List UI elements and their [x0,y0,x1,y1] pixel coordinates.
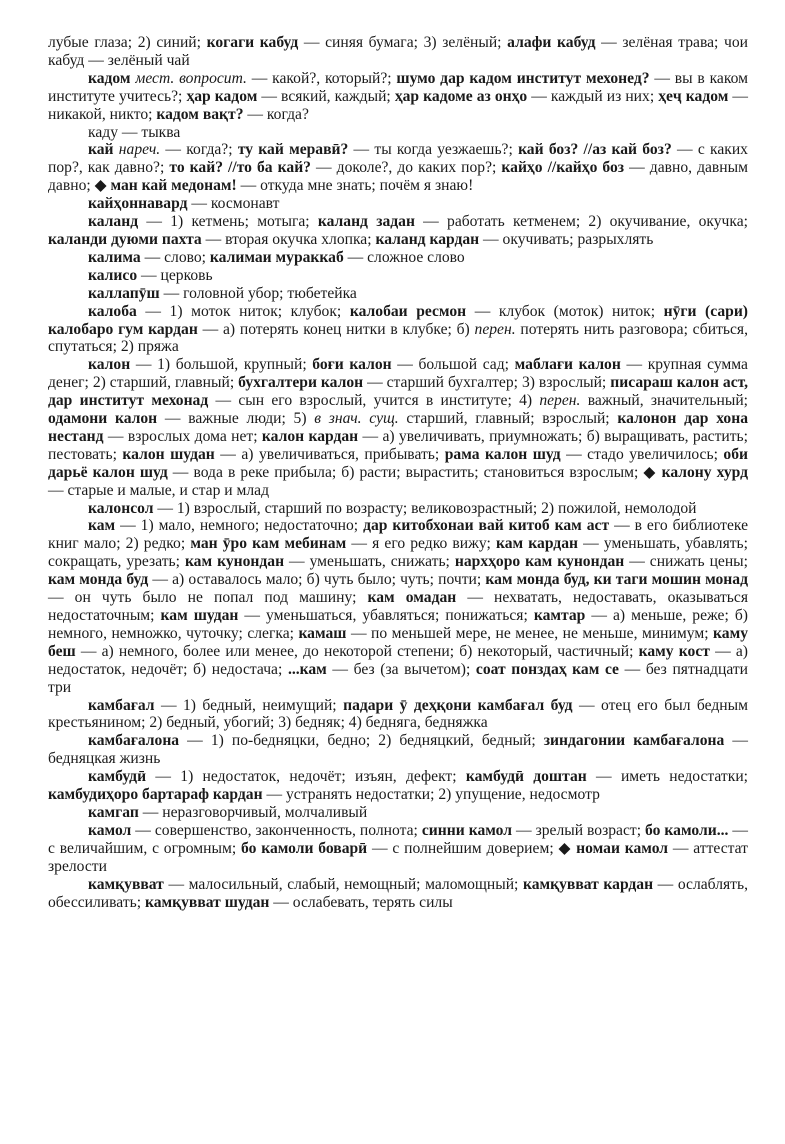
definition-text: — совершенство, законченность, полнота; [131,821,422,839]
definition-text: — а) оставалось мало; б) чуть было; чуть; почти; [148,571,486,589]
definition-text: — крупная сумма денег; 2) старший, главный; [48,356,748,392]
headword-text: камбудӣ доштан [465,768,587,786]
headword-text: синни камол [421,821,512,839]
headword-text: кадом [88,69,131,87]
definition-text: — ты когда уезжаешь?; [348,141,519,159]
dictionary-entry [48,70,748,124]
headword-text: кай [88,141,114,159]
dictionary-entry [48,285,748,303]
headword-text: кам кунондан [184,553,285,571]
headword-text: калоба [88,302,137,320]
headword-text: калобаи ресмон [349,302,467,320]
headword-text: одамони калон [48,410,158,428]
definition-text: — когда?; [160,141,238,159]
headword-text: каланд кардан [375,230,480,248]
definition-text: — ослаблять, обессиливать; [48,875,748,911]
definition-text: — по меньшей мере, не менее, не меньше, минимум; [346,624,714,642]
headword-text: ҳар кадом [186,87,258,105]
headword-text: дар китобхонаи вай китоб кам аст [363,517,610,535]
definition-text: — уменьшать, снижать; [284,553,455,571]
headword-text: каланд задан [317,213,415,231]
headword-text: зиндагонии камбағалона [543,732,725,750]
definition-text: — отец его был бедным крестьянином; 2) бедный, убогий; 3) бедняк; 4) бедняга, бедняжка [48,696,748,732]
definition-text: — аттестат зрелости [48,839,748,875]
headword-text: ...кам [287,660,327,678]
definition-text: — работать кетменем; 2) окучивание, окучка; [414,213,748,231]
headword-text: камаш [298,624,347,642]
definition-text: — вы в каком институте учитесь?; [48,69,748,105]
dictionary-entry [48,34,748,70]
definition-text: — вторая окучка хлопка; [201,230,376,248]
definition-text: — слово; [140,248,210,266]
headword-text: калонсол [88,499,154,517]
headword-text: кам омадан [367,589,457,607]
definition-text: — 1) большой, крупный; [130,356,313,374]
definition-text: важный, значительный; [580,392,748,410]
definition-text: — а) меньше, реже; б) немного, немножко, чуточку; слегка; [48,607,748,642]
headword-text: камқувват шудан [144,893,270,911]
definition-text: — без (за вычетом); [326,660,476,678]
headword-text: кам монда буд, ки таги мошин монад [485,571,748,589]
definition-text: — откуда мне знать; почём я знаю! [236,177,474,195]
headword-text: камбудиҳоро бартараф кардан [48,786,263,804]
dictionary-entry [48,697,748,733]
definition-text: — без пятнадцати три [48,660,749,696]
dictionary-entry [48,876,748,912]
dictionary-entry [48,195,748,213]
headword-text: кайҳо //кайҳо боз [501,159,625,177]
headword-text: нӯги (сари) калобаро гум кардан [48,302,749,338]
grammar-note: перен. [539,392,581,410]
definition-text: — всякий, каждый; [257,87,395,105]
definition-text: — 1) моток ниток; клубок; [136,302,350,320]
definition-text: — сын его взрослый, учится в институте; 4) [208,392,540,410]
headword-text: когаги кабуд [206,34,299,51]
definition-text: — ослабевать, терять силы [269,893,453,911]
headword-text: камбудӣ [88,768,147,786]
headword-text: калон [88,356,131,374]
definition-text: — с каких пор?, как давно?; [48,141,748,177]
dictionary-entry [48,141,748,195]
headword-text: соат понздаҳ кам се [475,660,619,678]
definition-text: — взрослых дома нет; [103,427,262,445]
definition-text: — я его редко вижу; [346,535,496,553]
definition-text: — бедняцкая жизнь [48,732,748,768]
definition-text: — 1) взрослый, старший по возрасту; великовозрастный; 2) пожилой, немолодой [153,499,697,517]
definition-text: лубые глаза; 2) синий; [48,34,207,51]
headword-text: нархҳоро кам кунондан [454,553,625,571]
dictionary-entry [48,804,748,822]
definition-text: — с величайшим, с огромным; [48,821,749,857]
headword-text: номаи камол [576,839,669,857]
definition-text: — а) немного, более или менее, до некоторой степени; б) некоторый, частичный; [75,642,639,660]
grammar-note: мест. вопросит. [135,69,247,87]
definition-text: — клубок (моток) ниток; [466,302,664,320]
headword-text: боғи калон [312,356,392,374]
headword-text: рама калон шуд [444,445,561,463]
headword-text: каму беш [48,624,748,660]
definition-text: — нехватать, недоставать, оказываться недостаточным; [48,589,748,624]
definition-text: — уменьшать, убавлять; сокращать, урезать; [48,535,749,571]
definition-text: — старший бухгалтер; 3) взрослый; [363,374,611,392]
dictionary-entry [48,213,748,249]
definition-text: — 1) кетмень; мотыга; [138,213,318,231]
headword-text: камгап [88,803,139,821]
definition-text: — 1) мало, немного; недостаточно; [115,517,364,535]
definition-text: — снижать цены; [624,553,748,571]
definition-text: — космонавт [187,195,280,213]
headword-text: калима [88,248,141,266]
definition-text: — вода в реке прибыла; б) расти; вырастить; становиться взрослым; ◆ [167,463,662,481]
headword-text: писараш калон аст, дар институт мехонад [48,374,748,410]
headword-text: кам монда буд [48,571,149,589]
headword-text: кайҳоннавард [88,195,188,213]
headword-text: кам шудан [160,607,239,624]
headword-text: ман ӯро кам мебинам [190,535,347,553]
dictionary-entry [48,303,748,357]
definition-text: — когда? [243,105,309,123]
definition-text: — окучивать; разрыхлять [479,230,654,248]
definition-text: — сложное слово [343,248,465,266]
dictionary-entry [48,500,748,518]
headword-text: камқувват [88,875,164,893]
definition-text: — какой?, который?; [246,69,397,87]
definition-text: — 1) по-бедняцки, бедно; 2) бедняцкий, бедный; [179,732,544,750]
definition-text: — стадо увеличилось; [560,445,724,463]
definition-text: — а) потерять конец нитки в клубке; б) [197,320,475,338]
headword-text: оби дарьё калон шуд [48,445,748,481]
dictionary-page [48,34,748,911]
headword-text: падари ӯ деҳқони камбағал буд [343,696,573,714]
definition-text: каду — тыква [88,123,181,141]
headword-text: алафи кабуд [507,34,596,51]
headword-text: ҳеҷ кадом [658,87,729,105]
definition-text: — 1) бедный, неимущий; [154,696,344,714]
definition-text: — а) увеличивать, приумножать; б) выращивать, растить; пестовать; [48,427,748,463]
grammar-note: перен. [474,320,516,338]
definition-text: старший, главный; взрослый; [398,410,618,428]
headword-text: калисо [88,266,138,284]
headword-text: кай боз? //аз кай боз? [518,141,672,159]
grammar-note: нареч. [118,141,161,159]
headword-text: камтар [533,607,586,624]
dictionary-entry [48,124,748,142]
definition-text: — он чуть было не попал под машину; [48,589,368,607]
definition-text: — 1) недостаток, недочёт; изъян, дефект; [146,768,466,786]
definition-text: — малосильный, слабый, немощный; маломощный; [163,875,523,893]
definition-text: — зрелый возраст; [512,821,646,839]
dictionary-entry [48,249,748,267]
definition-text: — с полнейшим доверием; ◆ [367,839,577,857]
headword-text: кам кардан [495,535,578,553]
headword-text: шумо дар кадом институт мехонед? [396,69,650,87]
definition-text: — иметь недостатки; [586,768,748,786]
headword-text: камбағалона [88,732,180,750]
definition-text: — а) недостаток, недочёт; б) недостача; [48,642,748,678]
headword-text: каланди дуюми пахта [48,230,202,248]
definition-text: потерять нить разговора; сбиться, спутаться; 2) пряжа [48,320,748,356]
headword-text: каланд [88,213,139,231]
dictionary-entry [48,267,748,285]
definition-text: — церковь [137,266,213,284]
definition-text: — большой сад; [391,356,515,374]
definition-text: — никакой, никто; [48,87,749,123]
headword-text: камқувват кардан [522,875,654,893]
headword-text: калону хурд [661,463,749,481]
headword-text: ман кай медонам! [110,177,237,195]
headword-text: бухгалтери калон [238,374,364,392]
definition-text: — старые и малые, и стар и млад [48,481,270,499]
definition-text: — синяя бумага; 3) зелёный; [298,34,508,51]
headword-text: кадом вақт? [156,105,244,123]
dictionary-entry [48,822,748,876]
definition-text: — устранять недостатки; 2) упущение, недосмотр [262,786,600,804]
grammar-note: в знач. сущ. [314,410,399,428]
definition-text: — давно, давным давно; ◆ [48,159,748,195]
definition-text: — уменьшаться, убавляться; понижаться; [238,607,534,624]
dictionary-entry [48,356,748,499]
headword-text: камол [88,821,132,839]
definition-text: — зелёная трава; чои кабуд — зелёный чай [48,34,748,69]
definition-text: — каждый из них; [527,87,659,105]
definition-text: — а) увеличиваться, прибывать; [214,445,445,463]
definition-text: — головной убор; тюбетейка [159,284,357,302]
headword-text: калимаи мураккаб [209,248,344,266]
headword-text: калонон дар хона нестанд [48,410,748,445]
headword-text: кам [88,517,116,535]
headword-text: то кай? //то ба кай? [169,159,311,177]
headword-text: камбағал [88,696,155,714]
headword-text: калон кардан [261,427,359,445]
definition-text: — доколе?, до каких пор?; [310,159,502,177]
headword-text: калон шудан [122,445,215,463]
headword-text: ту кай меравӣ? [237,141,349,159]
definition-text: — важные люди; 5) [157,410,315,428]
headword-text: ҳар кадоме аз онҳо [394,87,528,105]
dictionary-entry [48,768,748,804]
definition-text: — неразговорчивый, молчаливый [138,803,368,821]
headword-text: каллапӯш [88,284,160,302]
headword-text: бо камоли боварӣ [241,839,368,857]
headword-text: каму кост [638,642,710,660]
dictionary-entry [48,517,748,696]
definition-text: — в его библиотеке книг мало; 2) редко; [48,517,748,553]
dictionary-entry [48,732,748,768]
headword-text: маблағи калон [514,356,621,374]
headword-text: бо камоли... [645,821,729,839]
